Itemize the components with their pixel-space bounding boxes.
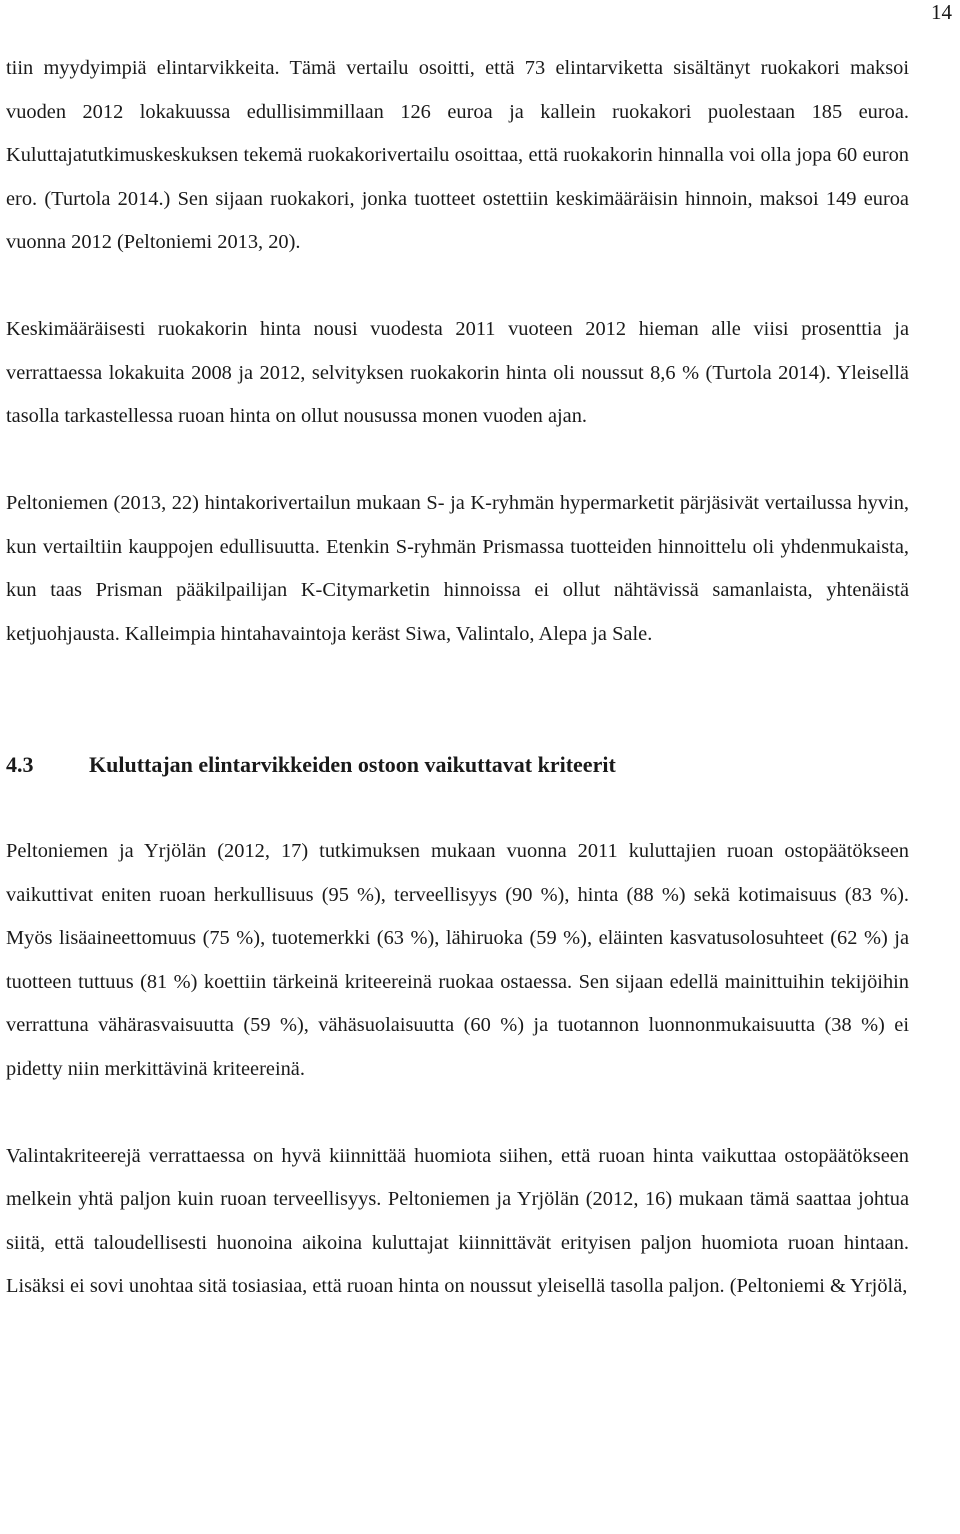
document-body — [6, 47, 909, 1309]
paragraph-purchase-criteria: Peltoniemen ja Yrjölän (2012, 17) tutkimuksen mukaan vuonna 2011 kuluttajien ruoan ostopäätökseen vaikuttivat eniten ruoan herkullisuus (95 %), terveellisyys (90 %), hinta (88 %) sekä kotimaisuus (83 %). Myös lisäaineettomuus (75 %), tuotemerkki (63 %), lähiruoka (59 %), eläinten kasvatusolosuhteet (62 %) ja tuotteen tuttuus (81 %) koettiin tärkeinä kriteereinä ruokaa ostaessa. Sen sijaan edellä mainittuihin tekijöihin verrattuna vähärasvaisuutta (59 %), vähäsuolaisuutta (60 %) ja tuotannon luonnonmukaisuutta (38 %) ei pidetty niin merkittävinä kriteereinä. — [6, 840, 909, 1080]
paragraph-price-increase: Keskimääräisesti ruokakorin hinta nousi vuodesta 2011 vuoteen 2012 hieman alle viisi prosenttia ja verrattaessa lokakuita 2008 ja 2012, selvityksen ruokakorin hinta oli noussut 8,6 % (Turtola 2014). Yleisellä tasolla tarkastellessa ruoan hinta on ollut nousussa monen vuoden ajan. — [6, 318, 909, 427]
page-number: 14 — [931, 0, 952, 24]
section-number: 4.3 — [6, 752, 34, 777]
paragraph-store-comparison: Peltoniemen (2013, 22) hintakorivertailun mukaan S- ja K-ryhmän hypermarketit pärjäsivät vertailussa hyvin, kun vertailtiin kauppojen edullisuutta. Etenkin S-ryhmän Prismassa tuotteiden hinnoittelu oli yhdenmukaista, kun taas Prisman pääkilpailijan K-Citymarketin hinnoissa ei ollut nähtävissä samanlaista, yhtenäistä ketjuohjausta. Kalleimpia hintahavaintoja keräst Siwa, Valintalo, Alepa ja Sale. — [6, 492, 909, 645]
paragraph-price-vs-health: Valintakriteerejä verrattaessa on hyvä kiinnittää huomiota siihen, että ruoan hinta vaikuttaa ostopäätökseen melkein yhtä paljon kuin ruoan terveellisyys. Peltoniemen ja Yrjölän (2012, 16) mukaan tämä saattaa johtua siitä, että taloudellisesti huonoina aikoina kuluttajat kiinnittävät erityisen paljon huomiota ruoan hintaan. Lisäksi ei sovi unohtaa sitä tosiasiaa, että ruoan hinta on noussut yleisellä tasolla paljon. (Peltoniemi & Yrjölä, — [6, 1144, 909, 1297]
section-title: Kuluttajan elintarvikkeiden ostoon vaikuttavat kriteerit — [89, 752, 616, 777]
paragraph-ruokakori-prices: tiin myydyimpiä elintarvikkeita. Tämä vertailu osoitti, että 73 elintarviketta sisältänyt ruokakori maksoi vuoden 2012 lokakuussa edullisimmillaan 126 euroa ja kallein ruokakori puolestaan 185 euroa. Kuluttajatutkimuskeskuksen tekemä ruokakorivertailu osoittaa, että ruokakorin hinnalla voi olla jopa 60 euron ero. (Turtola 2014.) Sen sijaan ruokakori, jonka tuotteet ostettiin keskimääräisin hinnoin, maksoi 149 euroa vuonna 2012 (Peltoniemi 2013, 20). — [6, 57, 909, 253]
section-heading — [6, 743, 909, 787]
